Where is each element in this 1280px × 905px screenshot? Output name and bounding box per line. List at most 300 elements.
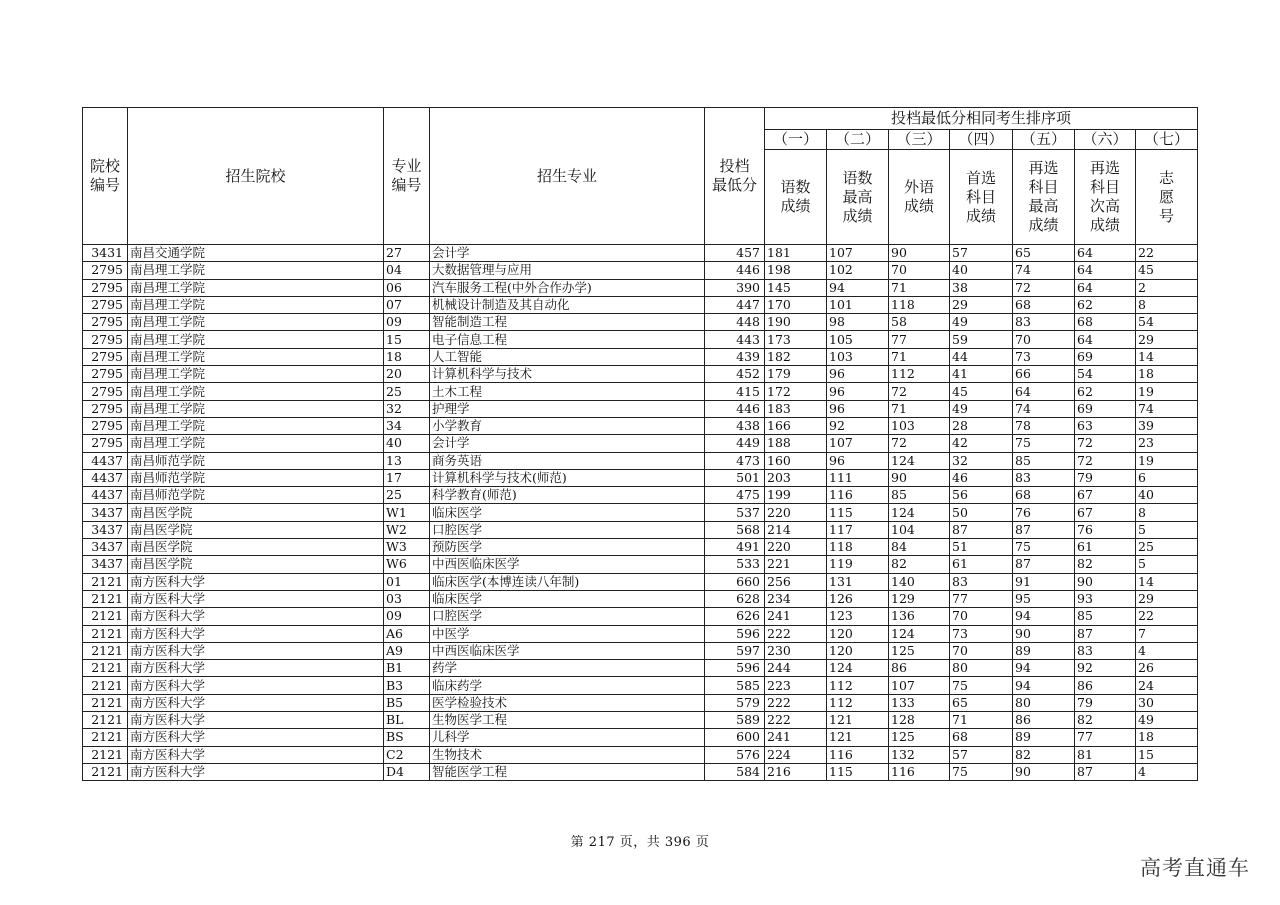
cell-min-score: 473: [705, 452, 765, 469]
cell-score-3: 129: [889, 590, 950, 607]
cell-score-1: 182: [765, 348, 827, 365]
table-row: [83, 383, 1198, 400]
table-row: [83, 469, 1198, 486]
cell-score-2: 120: [827, 642, 889, 659]
cell-school-name: 南昌医学院: [128, 521, 384, 538]
cell-score-3: 136: [889, 608, 950, 625]
cell-score-2: 112: [827, 694, 889, 711]
cell-school-code: 3437: [83, 521, 128, 538]
cell-score-3: 85: [889, 487, 950, 504]
cell-major-name: 预防医学: [430, 539, 705, 556]
cell-major-code: 34: [384, 417, 430, 434]
cell-school-name: 南昌理工学院: [128, 314, 384, 331]
cell-score-2: 120: [827, 625, 889, 642]
cell-score-6: 64: [1075, 279, 1136, 296]
cell-score-2: 115: [827, 763, 889, 780]
cell-score-6: 67: [1075, 504, 1136, 521]
cell-score-5: 72: [1013, 279, 1075, 296]
cell-score-7: 14: [1136, 573, 1198, 590]
cell-score-5: 87: [1013, 521, 1075, 538]
cell-major-code: 27: [384, 245, 430, 262]
header-sub-label: 再选 科目 次高 成绩: [1075, 150, 1136, 245]
cell-school-code: 2795: [83, 262, 128, 279]
table-row: [83, 763, 1198, 780]
watermark: 高考直通车: [1140, 856, 1250, 880]
cell-score-2: 94: [827, 279, 889, 296]
cell-major-code: W2: [384, 521, 430, 538]
cell-major-name: 生物医学工程: [430, 712, 705, 729]
page-footer: 第 217 页，共 396 页: [570, 835, 710, 850]
table-row: [83, 504, 1198, 521]
cell-score-6: 87: [1075, 625, 1136, 642]
cell-score-7: 54: [1136, 314, 1198, 331]
cell-score-7: 30: [1136, 694, 1198, 711]
header-sub-label: 语数 最高 成绩: [827, 150, 889, 245]
table-row: [83, 573, 1198, 590]
cell-score-6: 90: [1075, 573, 1136, 590]
cell-min-score: 446: [705, 262, 765, 279]
cell-score-7: 7: [1136, 625, 1198, 642]
cell-score-1: 241: [765, 729, 827, 746]
cell-score-7: 29: [1136, 331, 1198, 348]
cell-min-score: 660: [705, 573, 765, 590]
cell-score-1: 222: [765, 694, 827, 711]
cell-score-5: 82: [1013, 746, 1075, 763]
cell-school-name: 南昌交通学院: [128, 245, 384, 262]
table-row: [83, 694, 1198, 711]
cell-score-6: 54: [1075, 366, 1136, 383]
cell-major-code: B3: [384, 677, 430, 694]
cell-score-6: 64: [1075, 331, 1136, 348]
cell-school-name: 南方医科大学: [128, 660, 384, 677]
cell-school-code: 2121: [83, 625, 128, 642]
cell-score-5: 80: [1013, 694, 1075, 711]
cell-score-4: 73: [950, 625, 1013, 642]
cell-score-4: 80: [950, 660, 1013, 677]
table-row: [83, 348, 1198, 365]
table-row: [83, 314, 1198, 331]
cell-min-score: 579: [705, 694, 765, 711]
header-school-name: 招生院校: [128, 108, 384, 245]
cell-score-4: 70: [950, 642, 1013, 659]
cell-score-3: 132: [889, 746, 950, 763]
cell-major-name: 儿科学: [430, 729, 705, 746]
cell-major-code: C2: [384, 746, 430, 763]
cell-score-5: 94: [1013, 660, 1075, 677]
cell-school-code: 2795: [83, 331, 128, 348]
cell-score-3: 86: [889, 660, 950, 677]
cell-major-code: 01: [384, 573, 430, 590]
cell-score-7: 74: [1136, 400, 1198, 417]
cell-score-6: 79: [1075, 694, 1136, 711]
cell-score-7: 5: [1136, 556, 1198, 573]
cell-major-code: 25: [384, 383, 430, 400]
cell-score-5: 83: [1013, 314, 1075, 331]
cell-score-2: 96: [827, 366, 889, 383]
cell-score-1: 222: [765, 712, 827, 729]
cell-score-6: 77: [1075, 729, 1136, 746]
cell-school-name: 南昌理工学院: [128, 417, 384, 434]
cell-school-name: 南昌理工学院: [128, 296, 384, 313]
cell-score-3: 72: [889, 435, 950, 452]
cell-score-2: 102: [827, 262, 889, 279]
cell-score-3: 124: [889, 504, 950, 521]
cell-score-1: 181: [765, 245, 827, 262]
cell-score-7: 24: [1136, 677, 1198, 694]
table-row: [83, 245, 1198, 262]
cell-score-7: 6: [1136, 469, 1198, 486]
cell-min-score: 628: [705, 590, 765, 607]
table-row: [83, 279, 1198, 296]
cell-score-1: 223: [765, 677, 827, 694]
cell-major-name: 临床医学: [430, 504, 705, 521]
table-row: [83, 625, 1198, 642]
cell-score-4: 61: [950, 556, 1013, 573]
cell-score-4: 32: [950, 452, 1013, 469]
cell-school-name: 南昌师范学院: [128, 487, 384, 504]
cell-score-2: 116: [827, 487, 889, 504]
cell-score-1: 220: [765, 504, 827, 521]
cell-score-4: 46: [950, 469, 1013, 486]
cell-school-code: 2795: [83, 314, 128, 331]
table-body: [83, 245, 1198, 781]
cell-score-3: 72: [889, 383, 950, 400]
cell-min-score: 589: [705, 712, 765, 729]
cell-score-5: 94: [1013, 677, 1075, 694]
table-row: [83, 487, 1198, 504]
cell-score-2: 116: [827, 746, 889, 763]
header-sub-label: 志 愿 号: [1136, 150, 1198, 245]
table-row: [83, 712, 1198, 729]
header-sub-number: （五）: [1013, 130, 1075, 150]
cell-min-score: 501: [705, 469, 765, 486]
cell-score-2: 111: [827, 469, 889, 486]
cell-score-3: 71: [889, 400, 950, 417]
cell-major-name: 汽车服务工程(中外合作办学): [430, 279, 705, 296]
header-sub-label: 语数 成绩: [765, 150, 827, 245]
table-row: [83, 521, 1198, 538]
cell-major-code: BL: [384, 712, 430, 729]
cell-major-code: 09: [384, 608, 430, 625]
cell-school-name: 南昌医学院: [128, 556, 384, 573]
cell-score-5: 90: [1013, 763, 1075, 780]
table-row: [83, 608, 1198, 625]
cell-score-1: 241: [765, 608, 827, 625]
cell-score-6: 93: [1075, 590, 1136, 607]
cell-score-5: 68: [1013, 487, 1075, 504]
cell-score-6: 85: [1075, 608, 1136, 625]
cell-score-4: 51: [950, 539, 1013, 556]
cell-score-1: 172: [765, 383, 827, 400]
cell-major-code: 17: [384, 469, 430, 486]
cell-score-5: 78: [1013, 417, 1075, 434]
cell-major-code: B1: [384, 660, 430, 677]
cell-school-code: 2795: [83, 383, 128, 400]
cell-score-6: 68: [1075, 314, 1136, 331]
cell-score-4: 75: [950, 677, 1013, 694]
cell-major-code: 18: [384, 348, 430, 365]
cell-score-1: 183: [765, 400, 827, 417]
cell-school-name: 南昌师范学院: [128, 452, 384, 469]
cell-score-6: 69: [1075, 348, 1136, 365]
cell-score-4: 70: [950, 608, 1013, 625]
cell-score-7: 19: [1136, 383, 1198, 400]
cell-major-code: 20: [384, 366, 430, 383]
cell-min-score: 415: [705, 383, 765, 400]
cell-score-3: 133: [889, 694, 950, 711]
cell-score-4: 44: [950, 348, 1013, 365]
cell-major-name: 临床药学: [430, 677, 705, 694]
table-row: [83, 366, 1198, 383]
cell-score-1: 173: [765, 331, 827, 348]
cell-score-1: 234: [765, 590, 827, 607]
table-header: [83, 108, 1198, 245]
cell-score-4: 75: [950, 763, 1013, 780]
cell-score-5: 86: [1013, 712, 1075, 729]
cell-min-score: 626: [705, 608, 765, 625]
cell-score-7: 22: [1136, 608, 1198, 625]
cell-school-code: 2121: [83, 763, 128, 780]
cell-school-code: 2795: [83, 417, 128, 434]
cell-score-1: 190: [765, 314, 827, 331]
header-sub-label: 外语 成绩: [889, 150, 950, 245]
cell-major-code: A6: [384, 625, 430, 642]
cell-score-1: 221: [765, 556, 827, 573]
header-sub-number: （七）: [1136, 130, 1198, 150]
cell-score-7: 18: [1136, 729, 1198, 746]
cell-major-code: 25: [384, 487, 430, 504]
cell-school-code: 2121: [83, 660, 128, 677]
cell-score-4: 56: [950, 487, 1013, 504]
cell-school-name: 南昌理工学院: [128, 279, 384, 296]
header-sub-number: （六）: [1075, 130, 1136, 150]
cell-score-6: 81: [1075, 746, 1136, 763]
table-row: [83, 642, 1198, 659]
cell-score-3: 77: [889, 331, 950, 348]
cell-major-name: 临床医学: [430, 590, 705, 607]
cell-major-code: A9: [384, 642, 430, 659]
cell-score-4: 71: [950, 712, 1013, 729]
cell-major-code: 40: [384, 435, 430, 452]
cell-school-name: 南方医科大学: [128, 763, 384, 780]
cell-major-code: 13: [384, 452, 430, 469]
cell-major-name: 智能制造工程: [430, 314, 705, 331]
cell-score-5: 74: [1013, 262, 1075, 279]
cell-score-7: 5: [1136, 521, 1198, 538]
cell-score-3: 71: [889, 279, 950, 296]
cell-min-score: 596: [705, 625, 765, 642]
cell-major-code: W6: [384, 556, 430, 573]
admission-table: [82, 107, 1198, 781]
cell-score-6: 63: [1075, 417, 1136, 434]
cell-school-code: 2795: [83, 366, 128, 383]
cell-score-6: 82: [1075, 556, 1136, 573]
cell-major-code: W3: [384, 539, 430, 556]
header-major-name: 招生专业: [430, 108, 705, 245]
cell-score-5: 66: [1013, 366, 1075, 383]
header-sub-number: （四）: [950, 130, 1013, 150]
table-row: [83, 452, 1198, 469]
cell-major-name: 计算机科学与技术(师范): [430, 469, 705, 486]
header-group-title: 投档最低分相同考生排序项: [765, 108, 1198, 130]
cell-score-3: 124: [889, 452, 950, 469]
cell-major-code: B5: [384, 694, 430, 711]
table-row: [83, 539, 1198, 556]
cell-score-1: 198: [765, 262, 827, 279]
cell-score-5: 75: [1013, 435, 1075, 452]
cell-score-3: 84: [889, 539, 950, 556]
cell-school-name: 南方医科大学: [128, 642, 384, 659]
cell-score-5: 95: [1013, 590, 1075, 607]
cell-major-code: 03: [384, 590, 430, 607]
cell-score-7: 19: [1136, 452, 1198, 469]
cell-score-2: 112: [827, 677, 889, 694]
cell-school-name: 南昌师范学院: [128, 469, 384, 486]
table-row: [83, 417, 1198, 434]
cell-score-7: 8: [1136, 296, 1198, 313]
table-row: [83, 677, 1198, 694]
cell-major-name: 会计学: [430, 435, 705, 452]
cell-score-2: 115: [827, 504, 889, 521]
cell-school-name: 南方医科大学: [128, 694, 384, 711]
cell-score-4: 65: [950, 694, 1013, 711]
cell-score-3: 140: [889, 573, 950, 590]
cell-major-code: D4: [384, 763, 430, 780]
cell-score-4: 59: [950, 331, 1013, 348]
cell-min-score: 448: [705, 314, 765, 331]
cell-score-6: 62: [1075, 383, 1136, 400]
cell-major-name: 机械设计制造及其自动化: [430, 296, 705, 313]
cell-score-2: 96: [827, 383, 889, 400]
cell-score-3: 71: [889, 348, 950, 365]
cell-score-2: 103: [827, 348, 889, 365]
cell-score-7: 49: [1136, 712, 1198, 729]
cell-score-2: 107: [827, 245, 889, 262]
cell-school-name: 南昌理工学院: [128, 331, 384, 348]
cell-school-name: 南方医科大学: [128, 729, 384, 746]
cell-major-name: 智能医学工程: [430, 763, 705, 780]
cell-score-7: 4: [1136, 763, 1198, 780]
cell-major-name: 中西医临床医学: [430, 556, 705, 573]
cell-school-name: 南方医科大学: [128, 746, 384, 763]
cell-school-name: 南方医科大学: [128, 625, 384, 642]
cell-school-code: 4437: [83, 452, 128, 469]
cell-min-score: 390: [705, 279, 765, 296]
cell-score-3: 124: [889, 625, 950, 642]
cell-school-code: 2121: [83, 694, 128, 711]
cell-school-code: 2121: [83, 746, 128, 763]
cell-score-4: 45: [950, 383, 1013, 400]
cell-score-7: 45: [1136, 262, 1198, 279]
cell-major-name: 临床医学(本博连读八年制): [430, 573, 705, 590]
header-sub-number: （二）: [827, 130, 889, 150]
cell-score-5: 83: [1013, 469, 1075, 486]
cell-score-1: 222: [765, 625, 827, 642]
table-row: [83, 590, 1198, 607]
cell-score-3: 125: [889, 729, 950, 746]
cell-score-7: 40: [1136, 487, 1198, 504]
cell-score-3: 103: [889, 417, 950, 434]
cell-score-5: 91: [1013, 573, 1075, 590]
cell-score-4: 28: [950, 417, 1013, 434]
cell-score-3: 90: [889, 245, 950, 262]
cell-score-3: 70: [889, 262, 950, 279]
cell-school-name: 南方医科大学: [128, 608, 384, 625]
cell-school-code: 2121: [83, 573, 128, 590]
table-row: [83, 746, 1198, 763]
cell-score-6: 72: [1075, 435, 1136, 452]
cell-school-code: 4437: [83, 469, 128, 486]
table-row: [83, 556, 1198, 573]
cell-school-name: 南昌理工学院: [128, 262, 384, 279]
cell-min-score: 439: [705, 348, 765, 365]
cell-major-name: 生物技术: [430, 746, 705, 763]
cell-score-6: 83: [1075, 642, 1136, 659]
cell-score-4: 57: [950, 245, 1013, 262]
cell-school-code: 2795: [83, 348, 128, 365]
cell-min-score: 452: [705, 366, 765, 383]
cell-score-5: 74: [1013, 400, 1075, 417]
cell-major-code: BS: [384, 729, 430, 746]
cell-school-code: 2795: [83, 296, 128, 313]
table-row: [83, 296, 1198, 313]
cell-major-name: 计算机科学与技术: [430, 366, 705, 383]
cell-min-score: 438: [705, 417, 765, 434]
cell-score-5: 68: [1013, 296, 1075, 313]
cell-score-1: 170: [765, 296, 827, 313]
cell-major-code: 09: [384, 314, 430, 331]
cell-score-7: 2: [1136, 279, 1198, 296]
cell-score-1: 216: [765, 763, 827, 780]
cell-min-score: 533: [705, 556, 765, 573]
cell-school-name: 南昌理工学院: [128, 383, 384, 400]
cell-min-score: 597: [705, 642, 765, 659]
cell-school-code: 2795: [83, 435, 128, 452]
cell-school-code: 3437: [83, 504, 128, 521]
cell-school-code: 2121: [83, 642, 128, 659]
cell-school-code: 2795: [83, 400, 128, 417]
cell-score-5: 75: [1013, 539, 1075, 556]
cell-score-2: 96: [827, 400, 889, 417]
cell-major-name: 电子信息工程: [430, 331, 705, 348]
cell-score-6: 62: [1075, 296, 1136, 313]
cell-min-score: 568: [705, 521, 765, 538]
cell-school-code: 3437: [83, 539, 128, 556]
cell-score-4: 68: [950, 729, 1013, 746]
cell-major-name: 口腔医学: [430, 608, 705, 625]
cell-school-code: 3437: [83, 556, 128, 573]
cell-score-3: 112: [889, 366, 950, 383]
cell-score-4: 29: [950, 296, 1013, 313]
cell-score-7: 23: [1136, 435, 1198, 452]
cell-score-2: 124: [827, 660, 889, 677]
cell-min-score: 475: [705, 487, 765, 504]
cell-school-name: 南昌理工学院: [128, 348, 384, 365]
table-row: [83, 660, 1198, 677]
cell-score-1: 179: [765, 366, 827, 383]
cell-major-name: 口腔医学: [430, 521, 705, 538]
cell-score-4: 83: [950, 573, 1013, 590]
cell-score-3: 128: [889, 712, 950, 729]
cell-school-name: 南昌医学院: [128, 539, 384, 556]
cell-score-2: 101: [827, 296, 889, 313]
cell-major-name: 科学教育(师范): [430, 487, 705, 504]
cell-school-code: 2121: [83, 677, 128, 694]
cell-school-code: 2121: [83, 608, 128, 625]
cell-score-4: 57: [950, 746, 1013, 763]
cell-score-7: 4: [1136, 642, 1198, 659]
table-row: [83, 331, 1198, 348]
